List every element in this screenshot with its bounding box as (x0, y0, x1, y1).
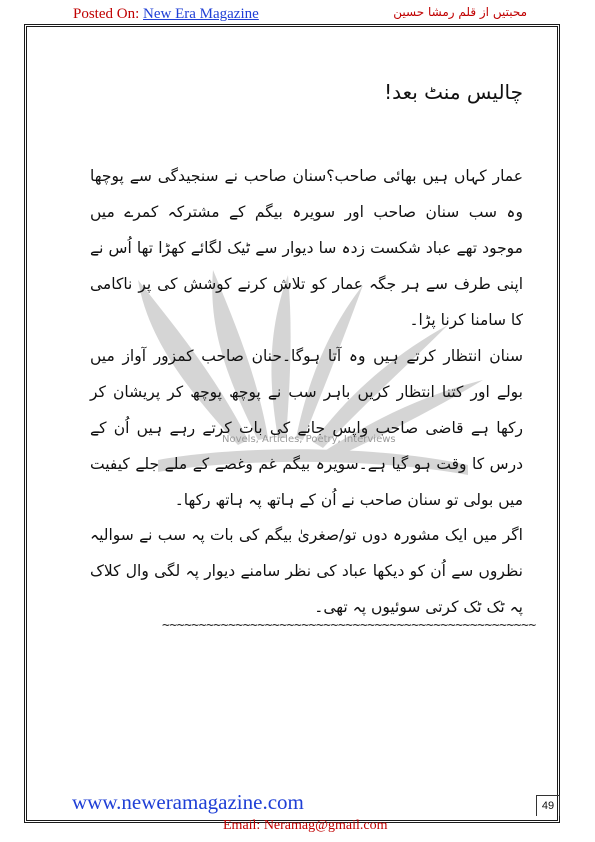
story-paragraph-2: سنان انتظار کرتے ہیں وہ آتا ہوگا۔حنان صاحب کمزور آواز میں بولے اور کتنا انتظار کریں باہر سب نے پوچھ پوچھ کر پریشان کر رکھا ہے قاضی صاحب واپس جانے کی بات کرتے رہے ہیں اُن کے درس کا وقت ہو گیا ہے۔سویرہ بیگم غم وغصے کے ملے جلے کیفیت میں بولی تو سنان صاحب نے اُن کے ہاتھ پہ ہاتھ رکھا۔ (90, 347, 523, 509)
posted-on-line (73, 6, 259, 23)
website-url[interactable]: www.neweramagazine.com (72, 790, 304, 814)
contact-email: Email: Neramag@gmail.com (223, 818, 388, 833)
watermark-text: Novels, Articles, Poetry, Interviews (222, 434, 396, 445)
tilde-separator: ~~~~~~~~~~~~~~~~~~~~~~~~~~~~~~~~~~~~~~~~~~~~~~~~~~~ (162, 618, 536, 633)
posted-on-label: Posted On: (73, 6, 140, 22)
section-heading: چالیس منٹ بعد! (384, 80, 523, 104)
page-number: 49 (536, 795, 560, 816)
magazine-link[interactable]: New Era Magazine (143, 6, 259, 22)
author-byline: محبتیں از قلم رمشا حسین (393, 5, 527, 19)
story-paragraph-1: عمار کہاں ہیں بھائی صاحب؟سنان صاحب نے سنجیدگی سے پوچھا وہ سب سنان صاحب اور سویرہ بیگم کے مشترکہ کمرے میں موجود تھے عباد شکست زدہ سا دیوار سے ٹیک لگائے کھڑا تھا اُس نے اپنی طرف سے ہر جگہ عمار کو تلاش کرنے کوشش کی پر ناکامی کا سامنا کرنا پڑا۔ (90, 167, 523, 329)
story-paragraph-3: اگر میں ایک مشورہ دوں تو/صغریٰ بیگم کی بات پہ سب نے سوالیہ نظروں سے اُن کو دیکھا عباد کی نظر سامنے دیوار پہ لگی وال کلاک پہ ٹک ٹک کرتی سوئیوں پہ تھی۔ (90, 526, 523, 616)
